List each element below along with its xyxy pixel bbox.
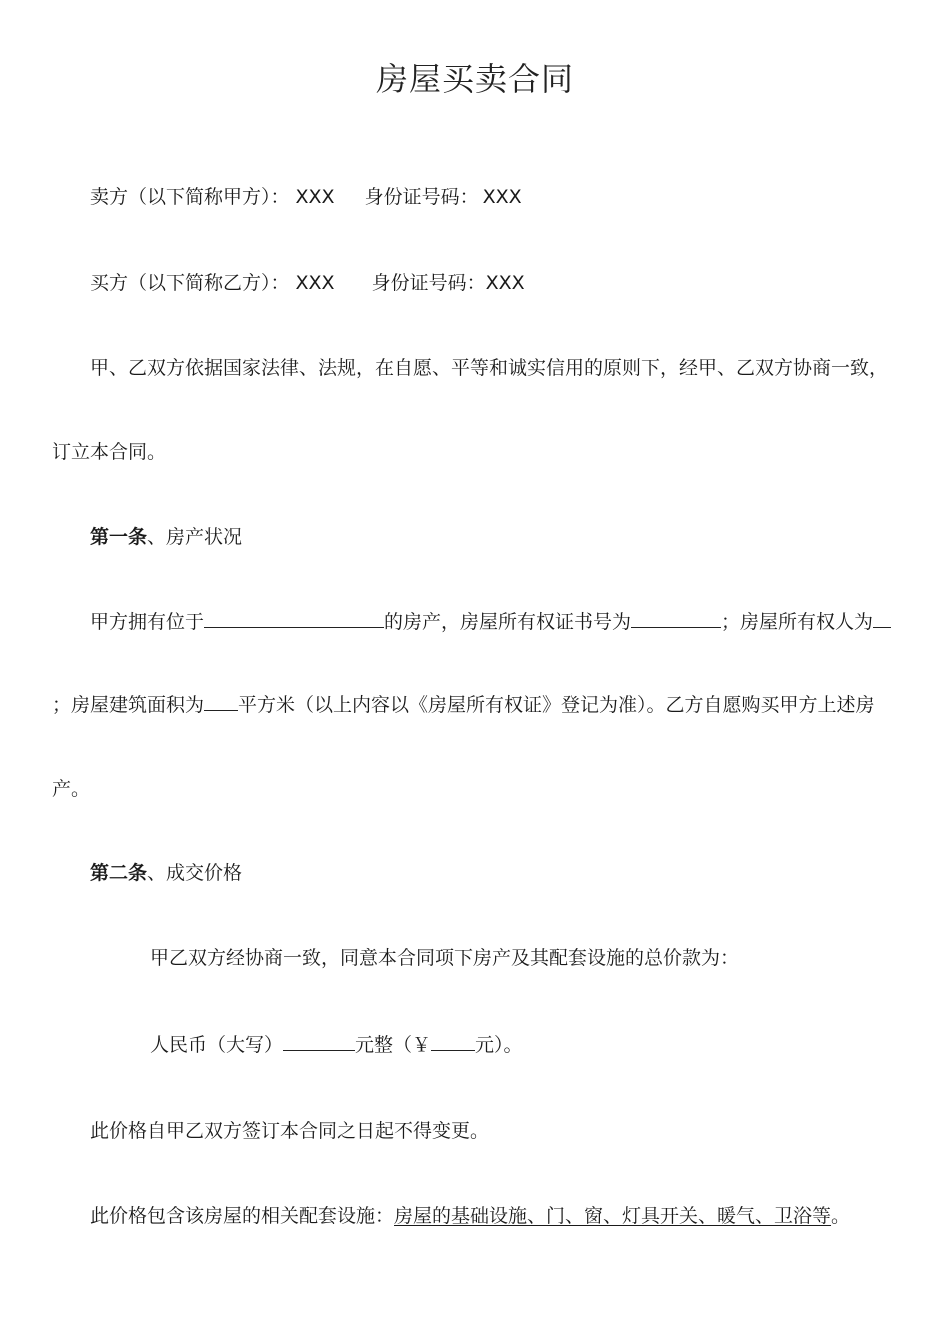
article1-line2 [52,692,875,718]
article2-price-line [150,1032,523,1058]
article1-line3: 产。 [52,778,91,800]
blank-building-area [204,692,238,711]
article2-line3: 此价格自甲乙双方签订本合同之日起不得变更。 [90,1120,490,1142]
buyer-id-value: XXX [485,272,525,294]
article1-heading [90,524,242,550]
text-yuan-end: 元）。 [475,1034,523,1056]
blank-price-number [431,1032,475,1051]
text-located-at: 甲方拥有位于 [90,611,205,633]
article2-line1: 甲乙双方经协商一致，同意本合同项下房产及其配套设施的总价款为： [150,947,740,969]
text-facilities-list: 房屋的基础设施、门、窗、灯具开关、暖气、卫浴等 [394,1205,832,1227]
blank-certificate-number [631,609,721,628]
buyer-line [90,270,525,296]
seller-name: XXX [295,186,335,208]
seller-line [90,184,522,210]
article2-line4 [90,1203,850,1229]
seller-label: 卖方（以下简称甲方）： [90,186,290,208]
text-area-note: 平方米（以上内容以《房屋所有权证》登记为准）。乙方自愿购买甲方上述房 [238,694,875,716]
seller-id-value: XXX [482,186,522,208]
intro-paragraph-line2: 订立本合同。 [52,441,167,463]
text-period: 。 [831,1205,851,1227]
text-yuan-yen: 元整（￥ [355,1034,432,1056]
text-facilities-label: 此价格包含该房屋的相关配套设施： [90,1205,395,1227]
article1-title: 、房产状况 [147,526,243,548]
buyer-label: 买方（以下简称乙方）： [90,272,290,294]
text-owner: ；房屋所有权人为 [721,611,874,633]
article1-line1 [90,609,891,635]
text-rmb-uppercase: 人民币（大写） [150,1034,284,1056]
intro-paragraph-line1: 甲、乙双方依据国家法律、法规，在自愿、平等和诚实信用的原则下，经甲、乙双方协商一致， [90,357,889,379]
article2-number: 第二条 [90,862,148,884]
blank-owner [873,609,891,628]
text-certificate-number: 的房产，房屋所有权证书号为 [384,611,632,633]
text-building-area: ；房屋建筑面积为 [52,694,205,716]
buyer-name: XXX [295,272,335,294]
article2-heading [90,860,242,886]
blank-property-location [204,609,384,628]
buyer-id-label: 身份证号码： [371,272,486,294]
seller-id-label: 身份证号码： [364,186,479,208]
article1-number: 第一条 [90,526,148,548]
document-title: 房屋买卖合同 [375,60,574,98]
article2-title: 、成交价格 [147,862,243,884]
blank-price-uppercase [283,1032,355,1051]
